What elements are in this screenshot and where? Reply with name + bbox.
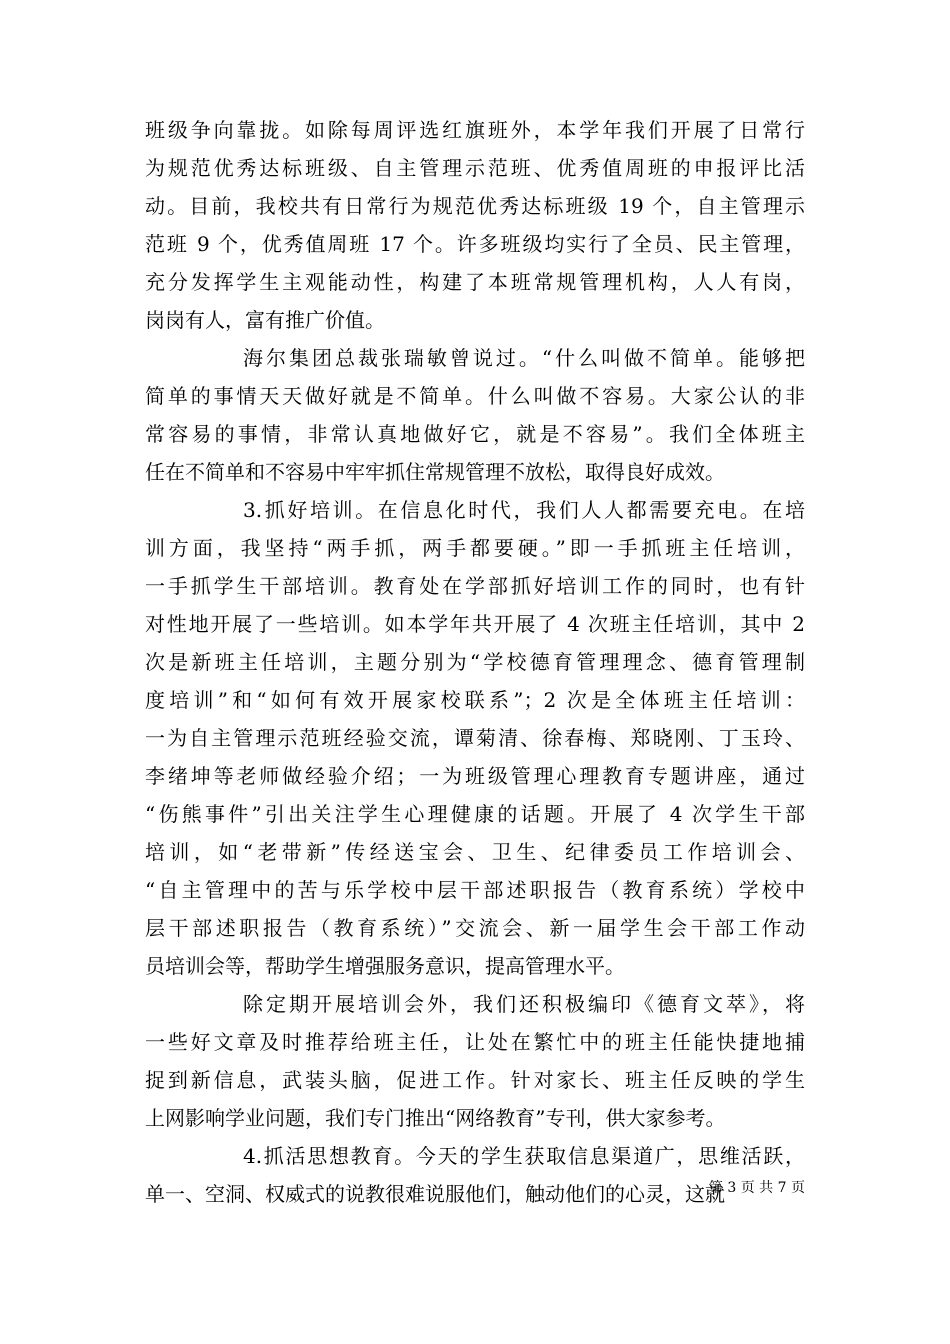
text-line: 训方面，我坚持“两手抓，两手都要硬。”即一手抓班主任培训， xyxy=(145,536,805,560)
text-line: 一手抓学生干部培训。教育处在学部抓好培训工作的同时，也有针 xyxy=(145,574,805,598)
text-line: 范班 9 个，优秀值周班 17 个。许多班级均实行了全员、民主管理， xyxy=(145,232,805,256)
text-line: 4.抓活思想教育。今天的学生获取信息渠道广，思维活跃， xyxy=(243,1144,805,1168)
text-line: 单一、空洞、权威式的说教很难说服他们，触动他们的心灵，这就 xyxy=(145,1182,725,1206)
text-line: 岗岗有人，富有推广价值。 xyxy=(145,308,385,332)
text-line: 捉到新信息，武装头脑，促进工作。针对家长、班主任反映的学生 xyxy=(145,1068,805,1092)
paragraph xyxy=(145,339,805,491)
text-line: 动。目前，我校共有日常行为规范优秀达标班级 19 个，自主管理示 xyxy=(145,194,805,218)
text-line: 对性地开展了一些培训。如本学年共开展了 4 次班主任培训，其中 2 xyxy=(145,612,805,636)
text-line: 常容易的事情，非常认真地做好它，就是不容易”。我们全体班主 xyxy=(145,422,805,446)
text-line: 一些好文章及时推荐给班主任，让处在繁忙中的班主任能快捷地捕 xyxy=(145,1030,805,1054)
paragraph xyxy=(145,111,805,339)
text-line: 上网影响学业问题，我们专门推出“网络教育”专刊，供大家参考。 xyxy=(145,1106,726,1130)
paragraph xyxy=(145,1137,805,1213)
text-line: “伤熊事件”引出关注学生心理健康的话题。开展了 4 次学生干部 xyxy=(145,802,805,826)
text-line: 3.抓好培训。在信息化时代，我们人人都需要充电。在培 xyxy=(243,498,805,522)
text-line: 简单的事情天天做好就是不简单。什么叫做不容易。大家公认的非 xyxy=(145,384,805,408)
paragraph xyxy=(145,491,805,985)
paragraph xyxy=(145,985,805,1137)
text-line: 李绪坤等老师做经验介绍；一为班级管理心理教育专题讲座，通过 xyxy=(145,764,805,788)
text-line: 次是新班主任培训，主题分别为“学校德育管理理念、德育管理制 xyxy=(145,650,805,674)
text-line: 为规范优秀达标班级、自主管理示范班、优秀值周班的申报评比活 xyxy=(145,156,805,180)
text-line: 度培训”和“如何有效开展家校联系”；2 次是全体班主任培训： xyxy=(145,688,805,712)
text-line: 员培训会等，帮助学生增强服务意识，提高管理水平。 xyxy=(145,954,625,978)
text-line: 层干部述职报告（教育系统）”交流会、新一届学生会干部工作动 xyxy=(145,916,805,940)
text-line: 海尔集团总裁张瑞敏曾说过。“什么叫做不简单。能够把 xyxy=(243,346,805,370)
text-line: 任在不简单和不容易中牢牢抓住常规管理不放松，取得良好成效。 xyxy=(145,460,725,484)
text-line: 培训，如“老带新”传经送宝会、卫生、纪律委员工作培训会、 xyxy=(145,840,805,864)
document-body xyxy=(145,111,805,1213)
text-line: “自主管理中的苦与乐学校中层干部述职报告（教育系统）学校中 xyxy=(145,878,805,902)
text-line: 班级争向靠拢。如除每周评选红旗班外，本学年我们开展了日常行 xyxy=(145,118,805,142)
text-line: 除定期开展培训会外，我们还积极编印《德育文萃》，将 xyxy=(243,992,805,1016)
text-line: 一为自主管理示范班经验交流，谭菊清、徐春梅、郑晓刚、丁玉玲、 xyxy=(145,726,805,750)
text-line: 充分发挥学生主观能动性，构建了本班常规管理机构，人人有岗， xyxy=(145,270,805,294)
page-number: 第 3 页 共 7 页 xyxy=(708,1180,805,1196)
